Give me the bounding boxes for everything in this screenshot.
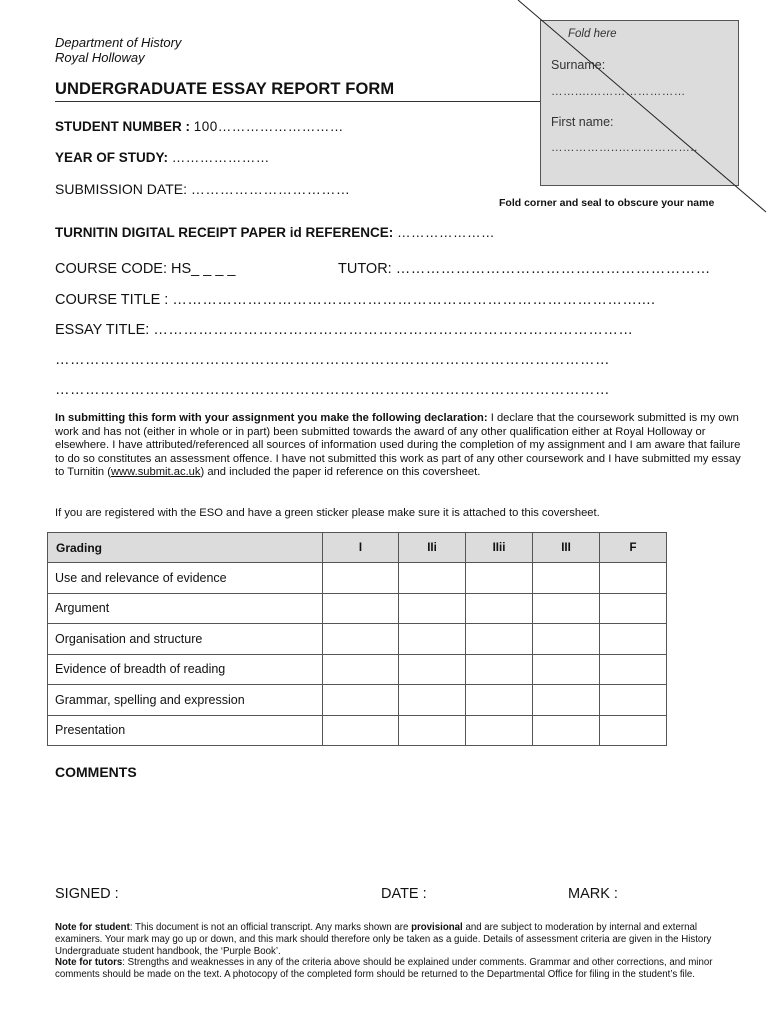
grade-cell[interactable]	[466, 624, 533, 655]
institution-name: Royal Holloway	[55, 50, 145, 65]
year-row	[55, 150, 270, 165]
grade-cell[interactable]	[600, 593, 667, 624]
declaration-text	[55, 412, 745, 480]
grade-cell[interactable]	[600, 685, 667, 716]
tutor-note-label: Note for tutors	[55, 957, 123, 969]
criterion-row	[48, 654, 667, 685]
submission-label: SUBMISSION DATE:	[55, 181, 187, 197]
turnitin-field[interactable]: …………………	[397, 225, 496, 240]
course-title-label: COURSE TITLE :	[55, 292, 169, 308]
student-note-text-1: : This document is not an official transcript. Any marks shown are	[129, 922, 412, 933]
grade-cell[interactable]	[466, 593, 533, 624]
grade-cell[interactable]	[466, 685, 533, 716]
grade-col-4: III	[533, 533, 600, 563]
year-label: YEAR OF STUDY:	[55, 150, 169, 165]
surname-label: Surname:	[551, 58, 606, 72]
fold-here-label: Fold here	[568, 28, 617, 40]
grade-cell[interactable]	[533, 624, 600, 655]
course-code-label[interactable]: COURSE CODE: HS_ _ _ _	[55, 261, 236, 277]
comments-heading: COMMENTS	[55, 764, 137, 780]
grade-cell[interactable]	[399, 593, 466, 624]
criterion-label: Grammar, spelling and expression	[48, 685, 323, 716]
criterion-label: Evidence of breadth of reading	[48, 654, 323, 685]
criterion-row	[48, 685, 667, 716]
student-number-field[interactable]: 100………………………	[193, 119, 344, 134]
declaration-body-2: ) and included the paper id reference on this coversheet.	[200, 466, 481, 479]
mark-label[interactable]: MARK :	[568, 886, 618, 902]
tutor-field[interactable]: ………………………………………………………	[395, 261, 711, 277]
provisional-word: provisional	[411, 922, 463, 933]
criterion-label: Argument	[48, 593, 323, 624]
student-note	[55, 922, 745, 957]
submission-field[interactable]: ……………………………	[190, 181, 351, 197]
course-title-field[interactable]: …………………………………………………………………………………....	[172, 292, 656, 308]
form-title: UNDERGRADUATE ESSAY REPORT FORM	[55, 80, 395, 98]
tutor-note	[55, 957, 745, 981]
grading-table	[47, 532, 667, 746]
grade-cell[interactable]	[533, 654, 600, 685]
criterion-label: Presentation	[48, 715, 323, 746]
student-note-label: Note for student	[55, 922, 130, 933]
submission-row	[55, 181, 350, 197]
student-number-label: STUDENT NUMBER :	[55, 119, 190, 134]
tutor-row	[338, 261, 711, 277]
grade-cell[interactable]	[600, 715, 667, 746]
criterion-row	[48, 593, 667, 624]
grade-cell[interactable]	[323, 715, 399, 746]
essay-title-label: ESSAY TITLE:	[55, 322, 150, 338]
grade-cell[interactable]	[323, 685, 399, 716]
student-number-row	[55, 119, 344, 134]
department-name: Department of History	[55, 35, 182, 50]
grade-cell[interactable]	[600, 563, 667, 594]
comments-area[interactable]	[55, 786, 745, 876]
grade-cell[interactable]	[533, 715, 600, 746]
grade-cell[interactable]	[323, 624, 399, 655]
grade-cell[interactable]	[323, 654, 399, 685]
criterion-row	[48, 715, 667, 746]
eso-note: If you are registered with the ESO and have a green sticker please make sure it is attached to this coversheet.	[55, 507, 600, 519]
tutor-note-text: : Strengths and weaknesses in any of the criteria above should be explained under comments. Grammar and other corrections, and minor comments should be made on the text. A photocopy of the completed form should be returned to the Departmental Office for filing in the student’s file.	[55, 957, 713, 981]
criterion-label: Organisation and structure	[48, 624, 323, 655]
grade-cell[interactable]	[323, 593, 399, 624]
notes-section	[55, 922, 745, 981]
essay-title-field[interactable]: ……………………………………………………………………………………	[153, 322, 634, 338]
grade-col-1: I	[323, 533, 399, 563]
fold-note: Fold corner and seal to obscure your name	[499, 197, 715, 209]
grade-col-2: IIi	[399, 533, 466, 563]
tutor-label: TUTOR:	[338, 261, 392, 277]
year-field[interactable]: …………………	[171, 150, 270, 165]
grade-cell[interactable]	[399, 624, 466, 655]
declaration-lead: In submitting this form with your assignment you make the following declaration:	[55, 412, 488, 424]
course-title-row	[55, 292, 656, 308]
criterion-row	[48, 563, 667, 594]
grade-cell[interactable]	[399, 685, 466, 716]
grade-cell[interactable]	[533, 685, 600, 716]
firstname-label: First name:	[551, 115, 614, 129]
date-label[interactable]: DATE :	[381, 886, 427, 902]
submit-link[interactable]: www.submit.ac.uk	[110, 466, 201, 479]
signed-label[interactable]: SIGNED :	[55, 886, 119, 902]
grade-cell[interactable]	[533, 563, 600, 594]
firstname-field[interactable]: ……………..………………..	[551, 142, 698, 154]
grade-cell[interactable]	[533, 593, 600, 624]
grading-header: Grading	[48, 533, 323, 563]
grade-cell[interactable]	[466, 654, 533, 685]
grade-cell[interactable]	[399, 715, 466, 746]
declaration-body-1: I declare that the coursework submitted is my own work and has not (either in whole or in part) been submitted towards the award of any other qualification either at Royal Holloway or elsewhere. I have attributed/referenced all sources of information used during the completion of my assignment and I am aware that failure to do so constitutes an assessment offence. I have not submitted this work as part of any other coursework and I have submitted my essay to Turnitin (	[55, 412, 741, 479]
turnitin-label: TURNITIN DIGITAL RECEIPT PAPER id REFERENCE:	[55, 225, 394, 240]
grade-cell[interactable]	[399, 563, 466, 594]
grade-col-5: F	[600, 533, 667, 563]
surname-field[interactable]: ……....……………………	[551, 86, 686, 98]
grade-cell[interactable]	[323, 563, 399, 594]
criterion-row	[48, 624, 667, 655]
grade-col-3: IIii	[466, 533, 533, 563]
grade-cell[interactable]	[399, 654, 466, 685]
criterion-label: Use and relevance of evidence	[48, 563, 323, 594]
turnitin-row	[55, 225, 495, 240]
grade-cell[interactable]	[466, 715, 533, 746]
student-note-text-2: and are subject to moderation by internal and external examiners. Your mark may go up or down, and this mark should therefore only be taken as a guide. Details of assessment criteria are given in the History Undergraduate student handbook, the ‘Purple Book’.	[55, 922, 712, 957]
grading-header-row	[48, 533, 667, 563]
essay-title-row	[55, 322, 633, 338]
essay-title-line-3[interactable]: …………………………………………………………………………………………………	[55, 382, 610, 398]
grade-cell[interactable]	[600, 624, 667, 655]
essay-title-line-2[interactable]: …………………………………………………………………………………………………	[55, 352, 610, 368]
grade-cell[interactable]	[600, 654, 667, 685]
grade-cell[interactable]	[466, 563, 533, 594]
